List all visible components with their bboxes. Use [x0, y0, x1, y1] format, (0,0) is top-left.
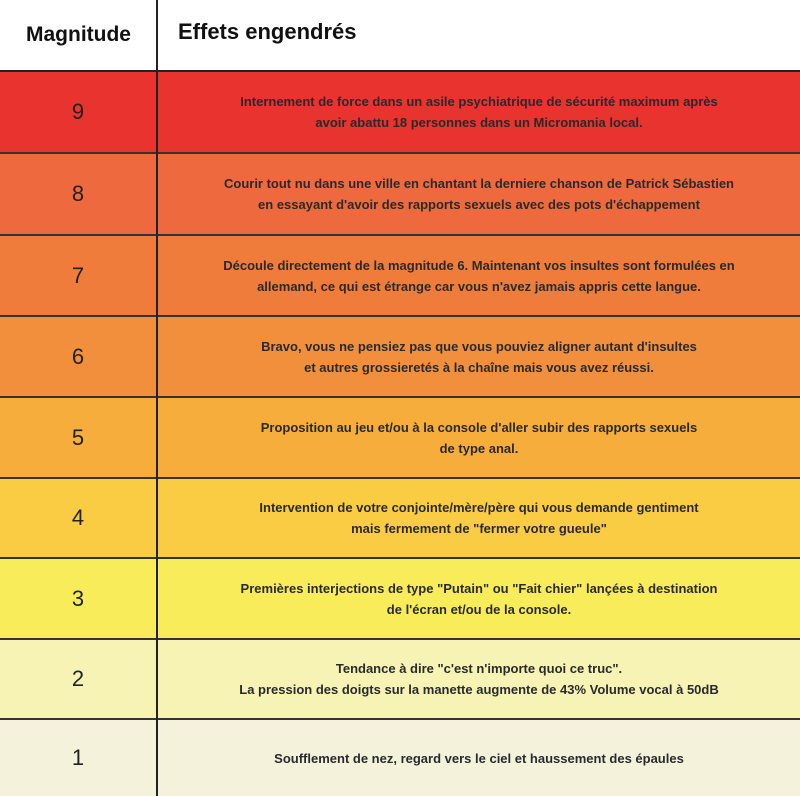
effect-line: mais fermement de "fermer votre gueule" [351, 521, 607, 536]
effect-line: Tendance à dire "c'est n'importe quoi ce truc". [335, 661, 623, 676]
magnitude-cell: 7 [71, 262, 85, 288]
magnitude-cell: 3 [71, 585, 85, 611]
header-magnitude: Magnitude [26, 23, 131, 46]
table-row [0, 317, 800, 398]
column-divider [156, 0, 158, 796]
effect-line: allemand, ce qui est étrange car vous n'avez jamais appris cette langue. [257, 278, 701, 294]
effect-line: de l'écran et/ou de la console. [386, 601, 572, 617]
effect-cell [158, 398, 800, 477]
effect-line: La pression des doigts sur la manette augmente de 43% Volume vocal à 50dB [239, 682, 719, 697]
effect-line: Proposition au jeu et/ou à la console d'aller subir des rapports sexuels [260, 419, 698, 435]
effect-cell [158, 236, 800, 315]
magnitude-cell: 8 [71, 181, 85, 206]
effect-line: Soufflement de nez, regard vers le ciel et haussement des épaules [274, 750, 684, 766]
effect-line: en essayant d'avoir des rapports sexuels avec des pots d'échappement [258, 197, 700, 212]
magnitude-cell: 2 [71, 666, 85, 691]
effect-line: Découle directement de la magnitude 6. Maintenant vos insultes sont formulées en [223, 257, 735, 273]
table-row [0, 72, 800, 154]
magnitude-cell: 5 [71, 424, 85, 450]
effect-line: Courir tout nu dans une ville en chantant la derniere chanson de Patrick Sébastien [223, 176, 734, 191]
effect-cell [158, 317, 800, 396]
effect-line: Intervention de votre conjointe/mère/père qui vous demande gentiment [259, 500, 699, 515]
effect-line: Bravo, vous ne pensiez pas que vous pouviez aligner autant d'insultes [261, 338, 697, 354]
header-effects: Effets engendrés [178, 19, 357, 44]
effect-line: Premières interjections de type "Putain" ou "Fait chier" lançées à destination [240, 580, 718, 596]
effect-line: de type anal. [439, 440, 519, 456]
effect-line: avoir abattu 18 personnes dans un Micromania local. [315, 115, 643, 130]
magnitude-cell: 9 [71, 99, 85, 124]
magnitude-cell: 1 [71, 745, 85, 770]
table-header [0, 0, 800, 72]
table-row [0, 398, 800, 479]
table-row [0, 479, 800, 559]
magnitude-cell: 4 [71, 505, 85, 530]
table-row [0, 559, 800, 640]
effect-cell [158, 720, 800, 796]
effect-cell [158, 559, 800, 638]
effect-cell [158, 479, 800, 557]
table-row [0, 236, 800, 317]
table-row [0, 154, 800, 236]
table-row [0, 720, 800, 796]
effect-cell [158, 154, 800, 234]
effect-line: Internement de force dans un asile psychiatrique de sécurité maximum après [240, 94, 718, 109]
magnitude-cell: 6 [71, 343, 85, 369]
effect-cell [158, 72, 800, 152]
effect-cell [158, 640, 800, 718]
effect-line: et autres grossieretés à la chaîne mais vous avez réussi. [304, 359, 654, 375]
table-row [0, 640, 800, 720]
